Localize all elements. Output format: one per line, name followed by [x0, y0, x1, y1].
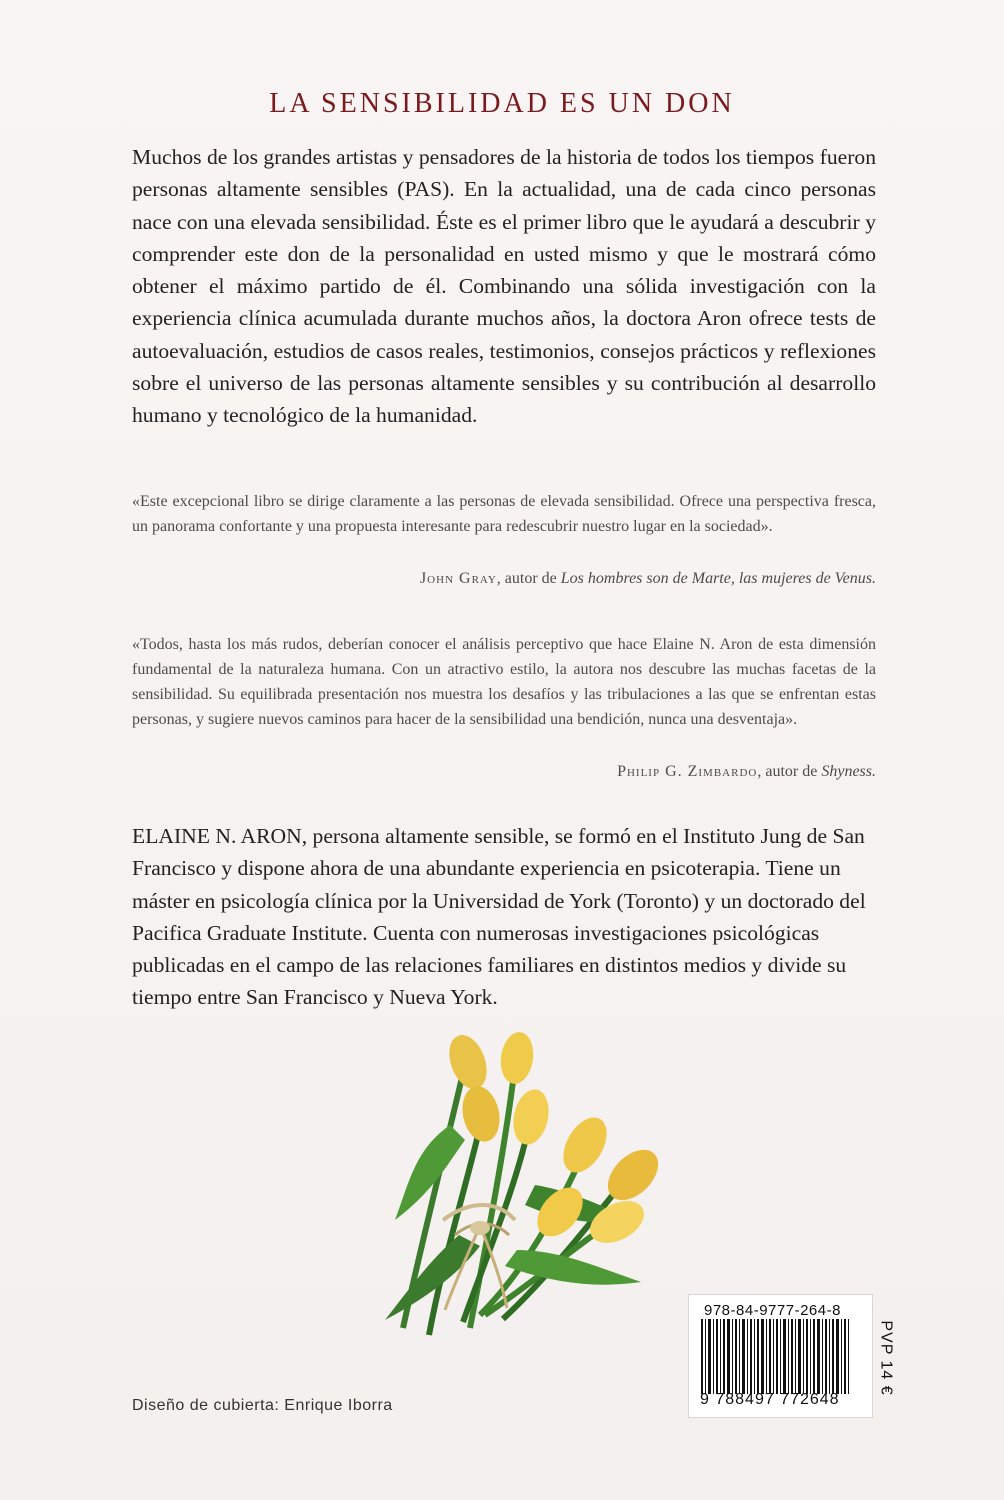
isbn-label: 978-84-9777-264-8	[704, 1302, 841, 1319]
quote-1-author: John Gray	[419, 570, 497, 587]
author-bio	[132, 820, 876, 1014]
cover-design-credit: Diseño de cubierta: Enrique Iborra	[132, 1397, 393, 1414]
barcode-icon	[701, 1319, 851, 1394]
quote-2-text: «Todos, hasta los más rudos, deberían conocer el análisis perceptivo que hace Elaine N. Aron de esta dimensión fundamental de la naturaleza humana. Con un atractivo estilo, la autora nos descubre las muchas facetas de la sensibilidad. Su equilibrada presentación nos muestra los desafíos y las tribulaciones a las que se enfrentan estas personas, y sugiere nuevos caminos para hacer de la sensibilidad una bendición, nunca una desventaja».	[132, 636, 876, 728]
quote-2-work: Shyness.	[821, 763, 876, 780]
quote-2-author: Philip G. Zimbardo	[617, 763, 758, 780]
author-bio-text: , persona altamente sensible, se formó en el Instituto Jung de San Francisco y dispone ahora de una abundante experiencia en psicoterapia. Tiene un máster en psicología clínica por la Universidad de York (Toronto) y un doctorado del Pacifica Graduate Institute. Cuenta con numerosas investigaciones psicológicas publicadas en el campo de las relaciones familiares en distintos medios y divide su tiempo entre San Francisco y Nueva York.	[132, 824, 866, 1010]
tulip-stems	[403, 1065, 623, 1335]
quote-2-attribution	[617, 763, 876, 781]
price-label: PVP 14 €	[877, 1320, 895, 1396]
quote-1-attribution	[420, 570, 876, 588]
quote-1-attrib-mid: , autor de	[496, 570, 561, 587]
tulip-bouquet-illustration	[355, 1030, 705, 1350]
author-name: ELAINE N. ARON	[132, 824, 302, 848]
quote-1-work: Los hombres son de Marte, las mujeres de Venus.	[560, 570, 876, 587]
quote-1-text: «Este excepcional libro se dirige claramente a las personas de elevada sensibilidad. Ofrece una perspectiva fresca, un panorama confortante y una propuesta interesante para redescubrir nuestro lugar en la sociedad».	[132, 493, 876, 535]
intro-paragraph: Muchos de los grandes artistas y pensadores de la historia de todos los tiempos fueron personas altamente sensibles (PAS). En la actualidad, una de cada cinco personas nace con una elevada sensibilidad. Éste es el primer libro que le ayudará a descubrir y comprender este don de la personalidad en usted mismo y que le mostrará cómo obtener el máximo partido de él. Combinando una sólida investigación con la experiencia clínica acumulada durante muchos años, la doctora Aron ofrece tests de autoevaluación, estudios de casos reales, testimonios, consejos prácticos y reflexiones sobre el universo de las personas altamente sensibles y su contribución al desarrollo humano y tecnológico de la humanidad.	[132, 145, 876, 428]
quote-2-attrib-mid: , autor de	[757, 763, 822, 780]
back-cover-title: LA SENSIBILIDAD ES UN DON	[269, 88, 735, 119]
barcode-number: 9 788497 772648	[700, 1391, 840, 1408]
